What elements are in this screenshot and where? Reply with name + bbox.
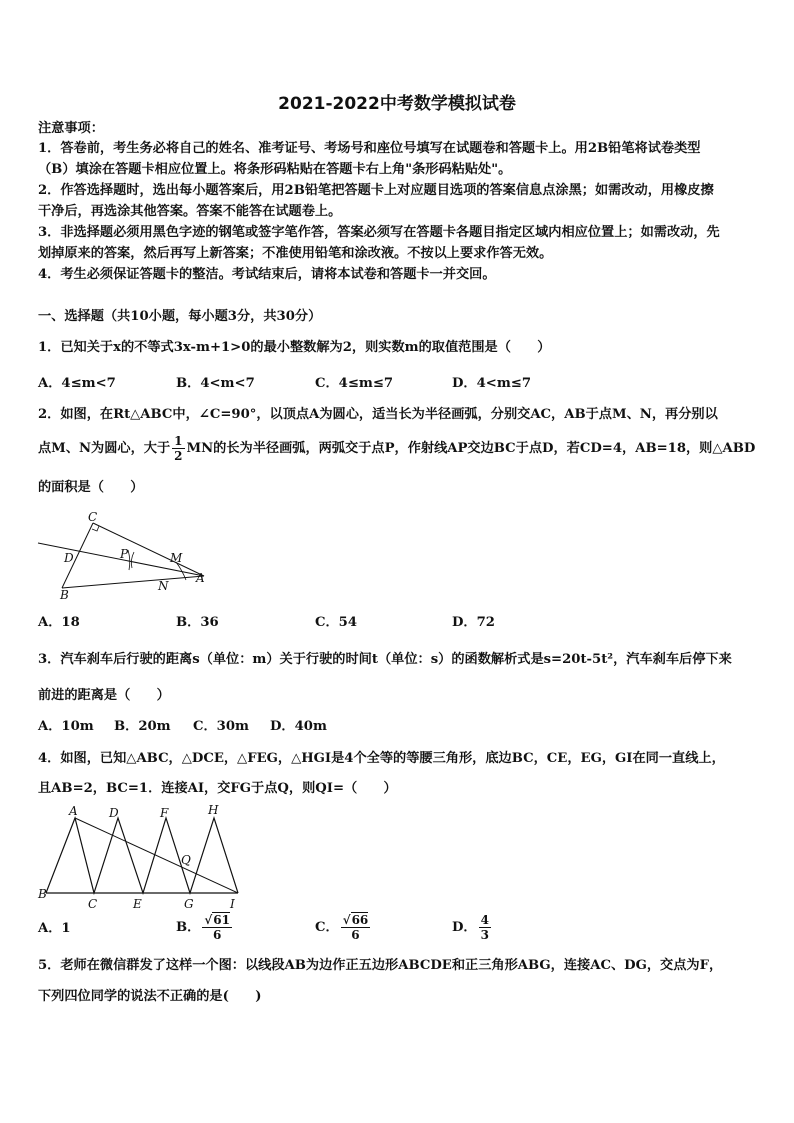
fraction-numerator: 1 xyxy=(174,434,183,448)
q4-triangles-figure xyxy=(36,802,246,912)
fraction-denominator: 6 xyxy=(351,928,360,942)
section-heading: 一、选择题（共10小题，每小题3分，共30分） xyxy=(38,309,322,324)
q2-text-post: MN的长为半径画弧，两弧交于点P，作射线AP交边BC于点D，若CD=4，AB=18，则△ABD xyxy=(186,441,756,456)
q1-option-b: B．4<m<7 xyxy=(176,376,255,391)
arc-mark xyxy=(131,552,134,568)
fraction-numerator xyxy=(341,913,371,928)
question-1-stem: 1．已知关于x的不等式3x-m+1>0的最小整数解为2，则实数m的取值范围是（ ） xyxy=(38,340,551,355)
question-2-line: 2．如图，在Rt△ABC中，∠C=90°，以顶点A为圆心，适当长为半径画弧，分别交AC，AB于点M、N，再分别以 xyxy=(38,407,718,422)
q3-option-b: B．20m xyxy=(114,719,171,734)
question-4-line: 且AB=2，BC=1．连接AI，交FG于点Q，则QI=（ ） xyxy=(38,781,397,796)
notes-line: （B）填涂在答题卡相应位置上。将条形码粘贴在答题卡右上角"条形码粘贴处"。 xyxy=(38,162,512,177)
four-isosceles-triangles xyxy=(46,818,238,893)
q1-option-a: A．4≤m<7 xyxy=(38,376,116,391)
question-2-line: 的面积是（ ） xyxy=(38,480,144,495)
q3-option-c: C．30m xyxy=(193,719,249,734)
radicand: 61 xyxy=(213,913,230,927)
label-a: A xyxy=(69,804,78,818)
fraction-denominator: 6 xyxy=(212,928,222,942)
arc-mark xyxy=(128,550,130,570)
fraction-numerator: 4 xyxy=(480,913,489,927)
q1-option-d: D．4<m≤7 xyxy=(452,376,532,391)
fraction-numerator xyxy=(202,913,232,928)
question-4-line: 4．如图，已知△ABC，△DCE，△FEG，△HGI是4个全等的等腰三角形，底边BC，CE，EG，GI在同一直线上， xyxy=(38,751,725,766)
label-h: H xyxy=(208,803,219,817)
label-e: E xyxy=(133,897,142,911)
option-label: C． xyxy=(315,920,339,935)
question-2-line xyxy=(38,432,755,466)
label-i: I xyxy=(230,897,235,911)
q2-text-pre: 点M、N为圆心，大于 xyxy=(38,441,171,456)
notes-heading: 注意事项： xyxy=(38,121,104,136)
option-label: D． xyxy=(452,920,477,935)
q2-triangle-figure xyxy=(36,508,208,600)
label-c: C xyxy=(88,897,98,911)
sqrt-sign: √ xyxy=(342,913,351,927)
segment-ca xyxy=(93,523,204,576)
label-n: N xyxy=(158,579,169,593)
label-f: F xyxy=(160,806,169,820)
question-3-line: 前进的距离是（ ） xyxy=(38,688,170,703)
label-c: C xyxy=(88,510,98,524)
q2-option-a: A．18 xyxy=(38,615,80,630)
segment-ai xyxy=(75,818,238,893)
notes-line: 3．非选择题必须用黑色字迹的钢笔或签字笔作答，答案必须写在答题卡各题目指定区域内相应位置上；如需改动，先 xyxy=(38,225,720,240)
notes-line: 2．作答选择题时，选出每小题答案后，用2B铅笔把答题卡上对应题目选项的答案信息点涂黑；如需改动，用橡皮擦 xyxy=(38,183,714,198)
notes-line: 4．考生必须保证答题卡的整洁。考试结束后，请将本试卷和答题卡一并交回。 xyxy=(38,267,496,282)
q3-option-a: A．10m xyxy=(38,719,94,734)
q2-option-d: D．72 xyxy=(452,615,495,630)
q4-option-d xyxy=(452,908,493,948)
half-fraction xyxy=(172,434,184,463)
label-m: M xyxy=(170,551,183,565)
q1-option-c: C．4≤m≤7 xyxy=(315,376,394,391)
label-d: D xyxy=(64,551,74,565)
label-b: B xyxy=(38,887,47,901)
q2-option-c: C．54 xyxy=(315,615,358,630)
label-q: Q xyxy=(181,853,191,867)
label-p: P xyxy=(120,547,129,561)
page-title: 2021-2022中考数学模拟试卷 xyxy=(278,94,516,114)
notes-line: 1．答卷前，考生务必将自己的姓名、准考证号、考场号和座位号填写在试题卷和答题卡上。用2B铅笔将试卷类型 xyxy=(38,141,701,156)
fraction xyxy=(341,913,371,942)
fraction-denominator: 2 xyxy=(174,449,183,463)
q4-option-a: A．1 xyxy=(38,921,71,936)
option-label: B． xyxy=(176,920,201,935)
segment-ba xyxy=(62,576,204,588)
fraction xyxy=(202,913,232,942)
q2-option-b: B．36 xyxy=(176,615,219,630)
q4-option-b xyxy=(176,908,234,948)
q4-option-c xyxy=(315,908,372,948)
radicand: 66 xyxy=(351,913,369,927)
label-b: B xyxy=(60,588,69,600)
label-g: G xyxy=(184,897,194,911)
right-angle-mark xyxy=(92,526,99,531)
fraction xyxy=(479,913,491,942)
question-5-line: 5．老师在微信群发了这样一个图：以线段AB为边作正五边形ABCDE和正三角形ABG，连接AC、DG，交点为F， xyxy=(38,958,723,973)
question-3-line: 3．汽车刹车后行驶的距离s（单位：m）关于行驶的时间t（单位：s）的函数解析式是s=20t-5t²，汽车刹车后停下来 xyxy=(38,652,732,667)
question-5-line: 下列四位同学的说法不正确的是( ) xyxy=(38,989,262,1004)
notes-line: 干净后，再选涂其他答案。答案不能答在试题卷上。 xyxy=(38,204,342,219)
fraction-denominator: 3 xyxy=(480,928,489,942)
label-d: D xyxy=(109,806,119,820)
q3-option-d: D．40m xyxy=(270,719,327,734)
sqrt-sign: √ xyxy=(204,913,213,927)
notes-line: 划掉原来的答案，然后再写上新答案；不准使用铅笔和涂改液。不按以上要求作答无效。 xyxy=(38,246,553,261)
label-a: A xyxy=(196,571,205,585)
